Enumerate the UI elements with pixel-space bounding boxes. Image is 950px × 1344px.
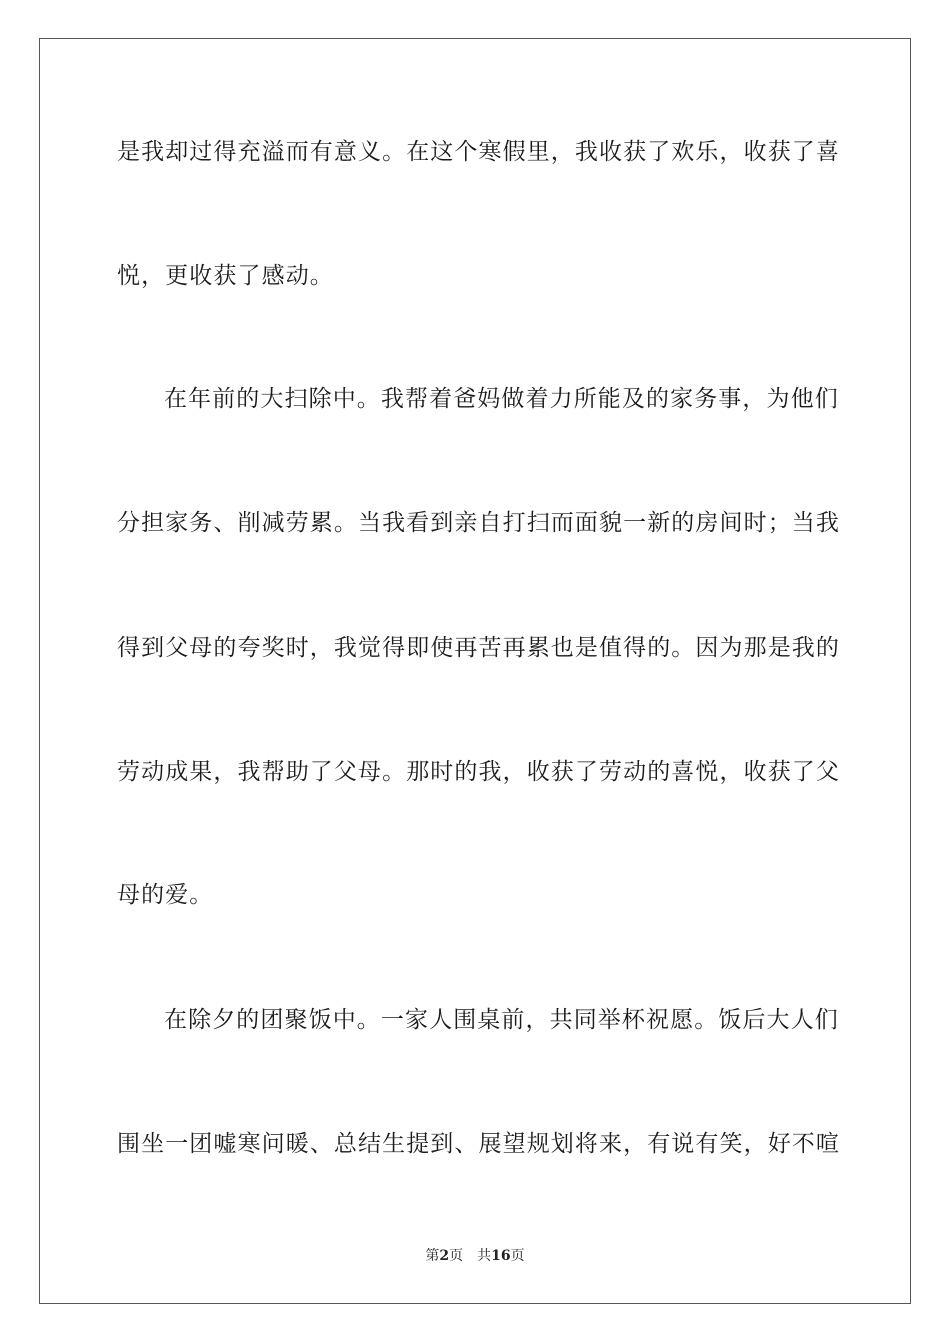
footer-page-prefix: 第 — [425, 1248, 440, 1264]
text-line-9: 围坐一团嘘寒问暖、总结生提到、展望规划将来，有说有笑，好不喧 — [117, 1131, 840, 1157]
page-border — [39, 38, 911, 1304]
text-line-7: 母的爱。 — [117, 882, 214, 908]
text-line-5: 得到父母的夸奖时，我觉得即使再苦再累也是值得的。因为那是我的 — [117, 635, 840, 661]
text-line-1: 是我却过得充溢而有意义。在这个寒假里，我收获了欢乐，收获了喜 — [117, 139, 840, 165]
footer-page-number: 2 — [439, 1248, 450, 1264]
footer-total-prefix: 共 — [477, 1248, 492, 1264]
text-line-2: 悦，更收获了感动。 — [117, 263, 334, 289]
text-line-4: 分担家务、削减劳累。当我看到亲自打扫而面貌一新的房间时；当我 — [117, 510, 840, 536]
footer-total-suffix: 页 — [510, 1248, 525, 1264]
text-line-3: 在年前的大扫除中。我帮着爸妈做着力所能及的家务事，为他们 — [164, 386, 839, 412]
page-footer — [0, 1247, 950, 1265]
text-line-6: 劳动成果，我帮助了父母。那时的我，收获了劳动的喜悦，收获了父 — [117, 759, 840, 785]
footer-total-pages: 16 — [491, 1248, 511, 1264]
footer-page-suffix: 页 — [449, 1248, 464, 1264]
text-line-8: 在除夕的团聚饭中。一家人围桌前，共同举杯祝愿。饭后大人们 — [164, 1007, 839, 1033]
